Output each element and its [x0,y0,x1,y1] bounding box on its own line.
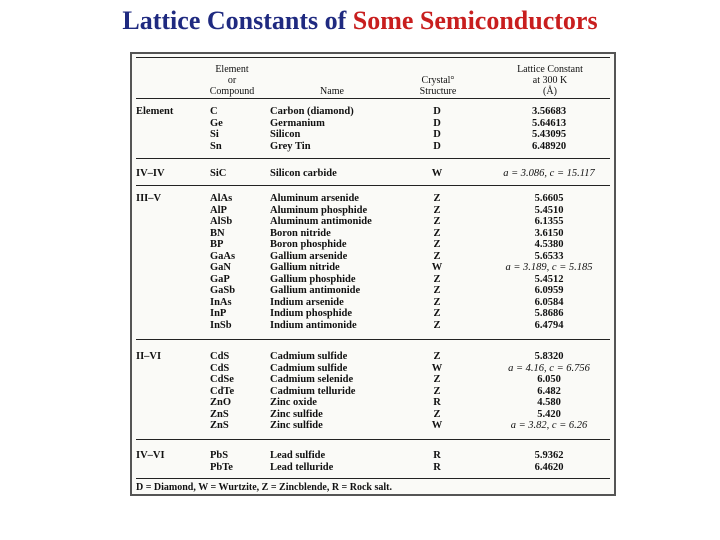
structure-cell: Z [433,285,441,296]
group-label: II–VI [136,351,162,362]
formula-cell: PbTe [210,461,233,473]
header-lattice-line: at 300 K [532,75,568,86]
structure-cell: R [433,450,441,461]
title-part-1: Lattice Constants of [122,6,353,35]
name-cell: Aluminum phosphide [270,204,368,216]
formula-cell: GaP [210,273,230,285]
structure-column [430,351,444,432]
name-cell: Zinc oxide [270,397,317,408]
name-cell: Cadmium telluride [270,385,356,397]
name-cell: Carbon (diamond) [270,106,354,117]
structure-cell: Z [433,239,441,250]
group-label: Element [136,106,174,117]
lattice-cell: a = 4.16, c = 6.756 [508,362,590,374]
formula-cell: ZnS [210,408,229,420]
structure-cell: Z [433,319,441,331]
lattice-cell: 5.420 [537,408,561,420]
formula-cell: Ge [210,117,223,129]
name-cell: Silicon [270,129,301,140]
lattice-cell: 6.48920 [531,140,567,152]
formula-cell: AlAs [210,193,233,204]
header-element-line: or [227,75,237,86]
lattice-cell: a = 3.82, c = 6.26 [510,420,588,431]
structure-column [430,450,444,473]
header-crystal-line: Structure [419,86,457,97]
formula-cell: BN [210,227,225,239]
lattice-cell: 3.6150 [534,227,564,239]
formula-cell: C [210,106,218,117]
name-cell: Cadmium sulfide [270,351,348,362]
formula-cell: AlSb [210,216,233,227]
lattice-cell: 6.482 [537,385,561,397]
lattice-column [492,193,606,331]
formula-cell: ZnO [210,397,232,408]
name-cell: Zinc sulfide [270,420,323,431]
name-cell: Cadmium sulfide [270,362,348,374]
formula-cell: Sn [210,140,222,152]
footnote-rule [136,478,610,479]
slide-title [0,6,720,36]
lattice-cell: 5.9362 [534,450,564,461]
name-cell: Gallium arsenide [270,250,348,262]
header-element-line: Compound [209,86,255,97]
structure-cell: Z [433,227,441,239]
lattice-column [492,351,606,432]
name-column [270,450,333,473]
lattice-cell: 5.64613 [531,117,567,129]
name-column [270,193,372,331]
group-rule [136,439,610,440]
name-cell: Grey Tin [270,140,311,152]
table-top-rule [136,57,610,58]
structure-cell: Z [433,351,441,362]
header-crystal-line: Crystal° [421,75,455,86]
name-cell: Germanium [270,117,325,129]
name-cell: Aluminum antimonide [270,216,372,227]
name-cell: Boron phosphide [270,239,347,250]
name-cell: Silicon carbide [270,168,337,179]
structure-cell: Z [433,308,441,319]
formula-column [210,450,233,473]
name-cell: Lead telluride [270,461,334,473]
structure-cell: R [433,461,441,473]
formula-cell: CdSe [210,374,234,385]
structure-cell: Z [433,204,441,216]
structure-column [430,193,444,331]
header-lattice [500,64,600,97]
structure-cell: D [433,106,441,117]
structure-cell: W [431,420,443,431]
lattice-cell: 5.4512 [534,273,564,285]
name-cell: Cadmium selenide [270,374,354,385]
formula-cell: GaSb [210,285,236,296]
formula-cell: CdTe [210,385,235,397]
structure-cell: Z [433,193,441,204]
formula-cell: AlP [210,204,227,216]
name-cell: Indium phosphide [270,308,353,319]
name-column [270,351,355,432]
lattice-cell: 4.580 [537,397,561,408]
lattice-cell: a = 3.189, c = 5.185 [505,262,593,273]
formula-cell: BP [210,239,224,250]
name-cell: Gallium antimonide [270,285,361,296]
lattice-cell: a = 3.086, c = 15.117 [503,168,595,179]
structure-cell: Z [433,216,441,227]
name-cell: Indium antimonide [270,319,357,331]
formula-column [210,193,235,331]
structure-cell: D [433,140,441,152]
formula-cell: CdS [210,351,230,362]
name-column [270,106,354,152]
name-cell: Lead sulfide [270,450,326,461]
name-cell: Gallium nitride [270,262,340,273]
structure-cell: W [431,262,443,273]
group-label: III–V [136,193,162,204]
group-label: IV–VI [136,450,165,461]
lattice-cell: 4.5380 [534,239,564,250]
lattice-cell: 5.6533 [534,250,564,262]
group-label: IV–IV [136,168,165,179]
formula-cell: Si [210,129,219,140]
structure-cell: W [431,168,443,179]
lattice-cell: 5.8686 [534,308,564,319]
lattice-cell: 5.4510 [534,204,564,216]
lattice-column [492,106,606,152]
formula-cell: InP [210,308,227,319]
formula-cell: SiC [210,168,227,179]
lattice-column [492,450,606,473]
structure-cell: Z [433,273,441,285]
lattice-cell: 5.8320 [534,351,564,362]
lattice-cell: 5.43095 [531,129,567,140]
name-cell: Aluminum arsenide [270,193,359,204]
structure-cell: Z [433,250,441,262]
title-part-2: Some Semiconductors [352,6,598,35]
structure-cell: D [433,129,441,140]
name-cell: Indium arsenide [270,296,344,308]
header-element [188,64,276,97]
header-name: Name [320,86,344,97]
formula-cell: CdS [210,362,230,374]
lattice-cell: 6.4794 [534,319,564,331]
structure-cell: Z [433,374,441,385]
formula-column [210,351,234,432]
header-crystal [406,75,470,97]
structure-legend: D = Diamond, W = Wurtzite, Z = Zincblende, R = Rock salt. [136,482,392,493]
formula-cell: GaN [210,262,231,273]
formula-cell: GaAs [210,250,236,262]
name-cell: Boron nitride [270,227,331,239]
group-rule [136,339,610,340]
formula-cell: InSb [210,319,232,331]
header-lattice-line: (Å) [543,86,557,97]
group-rule [136,158,610,159]
structure-cell: Z [433,408,441,420]
formula-cell: PbS [210,450,229,461]
structure-cell: D [433,117,441,129]
formula-column [210,106,223,152]
structure-cell: W [431,362,443,374]
structure-cell: R [433,397,441,408]
lattice-cell: 3.56683 [531,106,567,117]
lattice-cell: 6.0584 [534,296,564,308]
structure-cell: Z [433,385,441,397]
lattice-table [130,52,616,496]
structure-column [430,106,444,152]
header-lattice-line: Lattice Constant [517,64,583,75]
lattice-cell: 6.4620 [534,461,564,473]
name-cell: Gallium phosphide [270,273,356,285]
header-bottom-rule [136,98,610,99]
formula-cell: ZnS [210,420,229,431]
header-element-line: Element [215,64,249,75]
name-cell: Zinc sulfide [270,408,323,420]
lattice-cell: 6.1355 [534,216,564,227]
structure-cell: Z [433,296,441,308]
formula-cell: InAs [210,296,232,308]
lattice-cell: 6.0959 [534,285,564,296]
lattice-cell: 6.050 [537,374,561,385]
lattice-cell: 5.6605 [534,193,564,204]
group-rule [136,185,610,186]
